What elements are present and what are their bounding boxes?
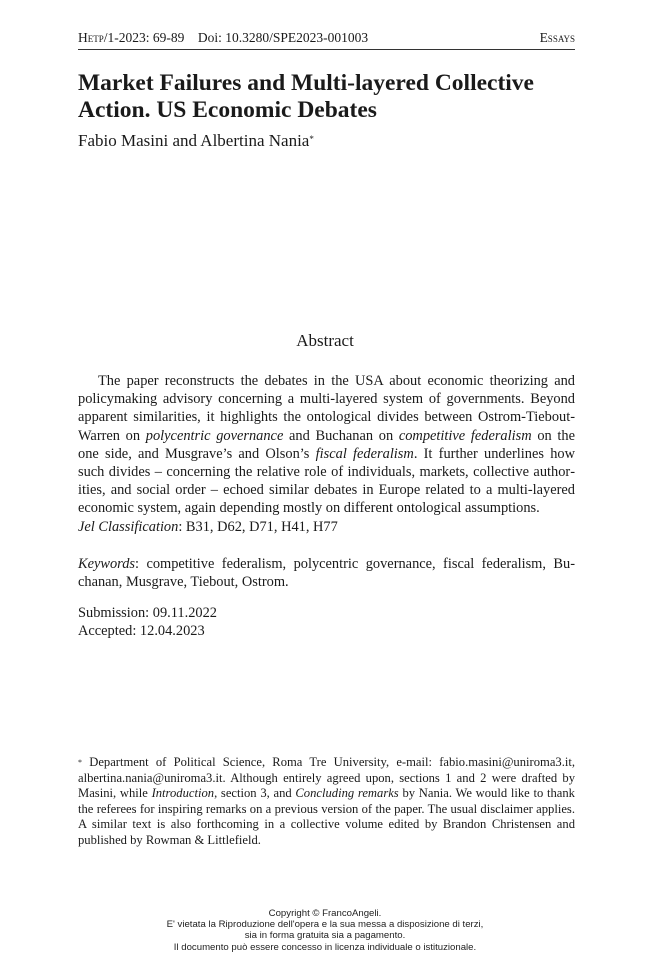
copyright-line-4: Il documento può essere concesso in licenza individuale o istituzionale. <box>173 941 477 953</box>
abstract-text-1: The paper reconstructs the debates in the USA about economic theorizing and policymaking advisory concerning a multi-layered system of governments. Beyond apparent similarities, it highlights the ontological divides between Ostrom-Tiebout-Warren on <box>78 373 575 444</box>
author-footnote-mark: * <box>309 134 314 144</box>
submission-date: Submission: 09.11.2022 <box>78 605 217 621</box>
abstract-emphasis-1: polycentric governance <box>145 427 284 444</box>
footnote-text-2: , section 3, and <box>214 786 296 801</box>
footnote-text-3: by Nania. We would like to thank the referees for inspiring remarks on a previous version of the paper. The usual disclaimer applies. A similar text is also forthcoming in a collective volume edited by Brandon Christensen and published by Rowman & Littlefield. <box>78 786 575 847</box>
keywords-label: Keywords <box>78 556 136 572</box>
copyright-line-3: sia in forma gratuita sia a pagamento. <box>244 930 406 942</box>
authors-line <box>78 131 314 151</box>
doi: Doi: 10.3280/SPE2023-001003 <box>197 30 369 45</box>
jel-classification <box>78 518 575 536</box>
abstract-emphasis-3: fiscal federalism <box>315 445 414 462</box>
author-names: Fabio Masini and Albertina Nania <box>78 131 310 150</box>
abstract-text-2: and Buchanan on <box>283 427 399 444</box>
journal-citation <box>78 30 368 46</box>
abstract-text-3: on the one side, and Musgrave’s and Olson’s <box>78 427 575 462</box>
jel-label: Jel Classification <box>78 519 179 535</box>
dates-block <box>78 604 575 640</box>
footnote-emphasis-2: Concluding remarks <box>295 786 399 801</box>
accepted-date: Accepted: 12.04.2023 <box>78 623 205 640</box>
journal-issue: /1-2023: 69-89 <box>103 30 185 45</box>
copyright-line-2: E' vietata la Riproduzione dell'opera e la sua messa a disposizione di terzi, <box>166 919 484 931</box>
journal-name: Hetp <box>78 30 104 45</box>
abstract-text <box>78 372 575 518</box>
footnote-emphasis-1: Introduction <box>151 786 215 801</box>
keywords <box>78 555 575 591</box>
abstract-heading: Abstract <box>296 331 354 350</box>
jel-value: : B31, D62, D71, H41, H77 <box>178 519 338 535</box>
section-label: Essays <box>539 30 575 45</box>
footnote-mark: * <box>78 758 82 767</box>
copyright-line-1: Copyright © FrancoAngeli. <box>268 908 382 919</box>
running-header <box>78 30 575 50</box>
footnote-text-1: Department of Political Science, Roma Tre University, e-mail: fabio.masini@uniroma3.it, albertina.nania@uniroma3.it. Although entirely agreed upon, sections 1 and 2 were drafted by Masini, while <box>78 755 575 801</box>
keywords-value: : competitive federalism, polycentric governance, fiscal federalism, Buchanan, Musgrave, Tiebout, Ostrom. <box>78 556 575 591</box>
abstract-text-4: . It further underlines how such divides – concerning the relative role of individuals, markets, collective authorities, and social order – echoed similar debates in Europe related to a multi-layered economic system, again depending mostly on different ontological assumptions. <box>78 445 576 517</box>
copyright-notice <box>0 908 650 953</box>
author-footnote <box>78 755 575 849</box>
abstract-emphasis-2: competitive federalism <box>398 427 532 444</box>
paper-title: Market Failures and Multi-layered Collective Action. US Economic Debates <box>78 70 534 123</box>
